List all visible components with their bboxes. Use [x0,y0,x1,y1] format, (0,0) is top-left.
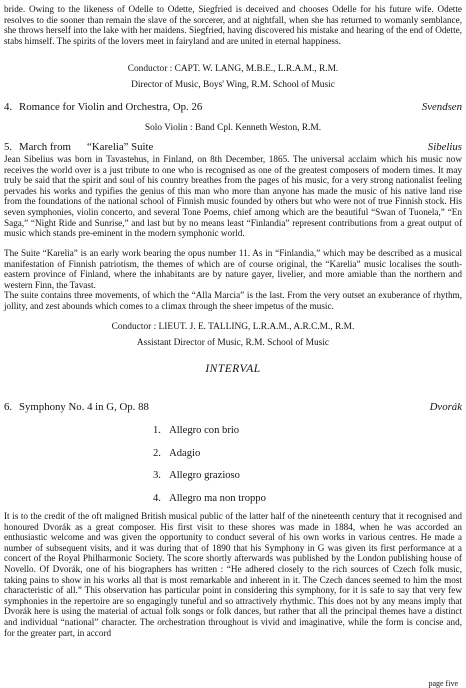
interval-heading: INTERVAL [205,363,261,375]
movement-number: 4. [153,493,161,504]
item-composer: Svendsen [421,101,462,113]
page-number: page five [428,679,458,688]
item-number: 6. [4,401,13,413]
movement-number: 1. [153,425,161,436]
movement-item [153,492,266,505]
item-number: 4. [4,101,13,113]
movement-name: Allegro ma non troppo [169,493,266,504]
movement-name: Allegro con brio [169,425,240,436]
director-credit-1: Director of Music, Boys' Wing, R.M. School of Music [131,80,335,90]
program-item-6 [4,401,462,414]
item-title: Symphony No. 4 in G, Op. 88 [19,401,149,413]
karelia-movements-paragraph: The suite contains three movements, of which the “Alla Marcia” is the last. From the very outset an exuberance of rhythm, jollity, and zest abounds which comes to a climax through the sheer impetus of the music. [4,290,462,311]
movement-name: Adagio [169,448,201,459]
movement-item [153,469,240,482]
director-credit-2: Assistant Director of Music, R.M. School of Music [136,338,330,348]
conductor-credit-2: Conductor : LIEUT. J. E. TALLING, L.R.A.M., A.R.C.M., R.M. [111,322,355,332]
conductor-credit-1: Conductor : CAPT. W. LANG, M.B.E., L.R.A.M., R.M. [127,64,339,74]
swan-lake-synopsis-paragraph: bride. Owing to the likeness of Odelle to Odette, Siegfried is deceived and chooses Odelle for his future wife. Odette resolves to die sooner than remain the slave of the sorcerer, and at nightfall, when she has returned to womanly semblance, she throws herself into the lake with her maidens. Siegfried, having discovered his mistake and hearing of the end of Odette, stabs himself. The spirits of the lovers meet in fairyland and are united in eternal happiness. [4,4,462,46]
item-composer: Sibelius [427,141,462,153]
movement-item [153,424,239,437]
item-number: 5. [4,141,13,153]
dvorak-symphony-paragraph: It is to the credit of the oft maligned British musical public of the latter half of the nineteenth century that it recognised and honoured Dvorák as a great composer. His first visit to these shores was made in 1884, when he was accorded an enthusiastic welcome and was given the opportunity to conduct several of his own works in various centres. He made a number of subsequent visits, and it was during that of 1890 that his Symphony in G was given its first performance at a concert of the Royal Philharmonic Society. The score shortly afterwards was published by the London publishing house of Novello. Of Dvorák, one of his biographers has written : “He adhered closely to the rich sources of Czech folk music, taking pains to show in his works all that is most remarkable and inherent in it. The Czech dances seemed to him the most characteristic of all.” This observation has particular point in considering this symphony, for it is safe to say that very few symphonies in the repertoire are so engagingly tuneful and so attractively rhythmic. This does not by any means imply that Dvorák here is using the material of actual folk songs or folk dances, but rather that all the principal themes have a distinct and individual “national” character. The orchestration throughout is vivid and imaginative, while the form is concise and, for the greater part, in accord [4,511,462,638]
movement-number: 3. [153,470,161,481]
movement-name: Allegro grazioso [169,470,240,481]
program-item-4 [4,101,462,114]
item-composer: Dvorák [429,401,462,413]
program-item-5 [4,141,462,154]
sibelius-biography-paragraph: Jean Sibelius was born in Tavastehus, in Finland, on 8th December, 1865. The universal acclaim which his music now receives the world over is a just tribute to one who is recognised as one of the greatest composers of modern times. It may truly be said that the spirit and soul of his country breathes from the pages of his music, for a very strong nationalist feeling pervades his works and typifies the genius of this man who more than anyone has made the music of his native land rise from the foundations of the national school of Finnish music founded by others but who were not of true Finnish stock. His seven symphonies, violin concerto, and several Tone Poems, chief among which are the beautiful “Swan of Tuonela,” “En Saga,” “Night Ride and Sunrise,” and last but by no means least “Finlandia” represent contributions from a great output of music which stands pre-eminent in the modern symphonic world. [4,154,462,239]
soloist-credit: Solo Violin : Band Cpl. Kenneth Weston, R.M. [144,123,322,133]
movement-item [153,447,200,460]
karelia-description-paragraph: The Suite “Karelia” is an early work bearing the opus number 11. As in “Finlandia,” which may be described as a musical manifestation of Finnish patriotism, the themes of which are of course original, the “Karelia” music localises the south-eastern province of Finland, where the inhabitants are by nature gayer, livelier, and more amiable than the northern and western Finn, the Tavast. [4,248,462,290]
movement-number: 2. [153,448,161,459]
item-title: March from “Karelia” Suite [19,141,154,153]
item-title: Romance for Violin and Orchestra, Op. 26 [19,101,203,113]
